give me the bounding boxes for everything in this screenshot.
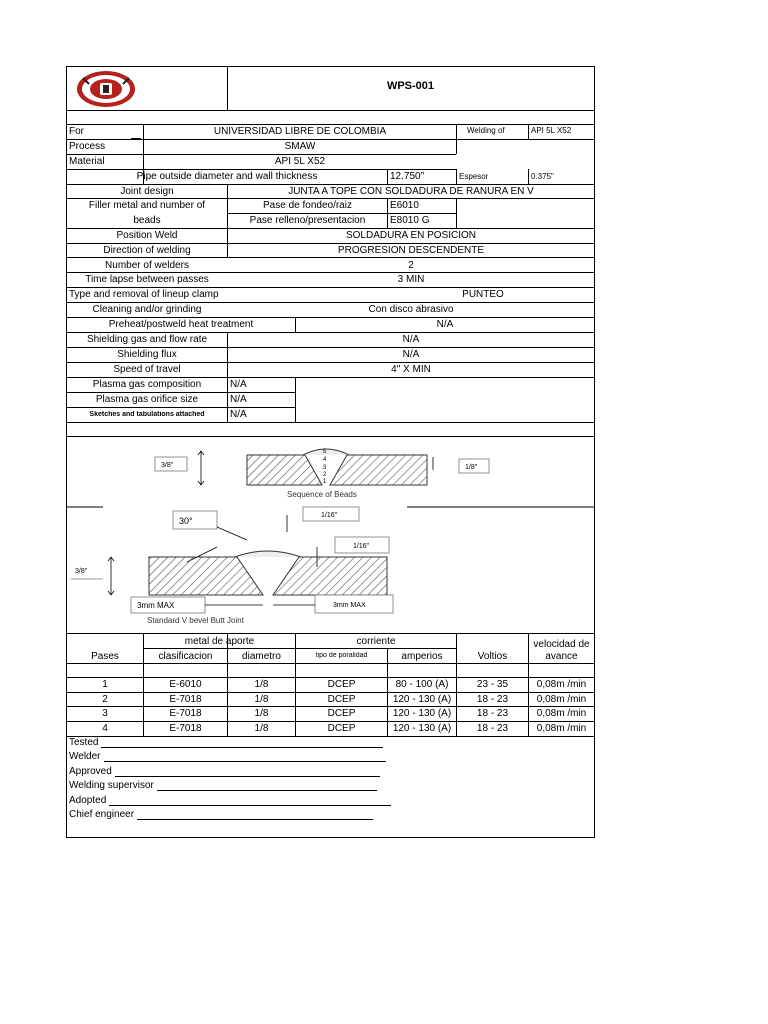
- table-cell: 1/8: [254, 723, 269, 734]
- wps-sheet: [66, 66, 595, 838]
- signature-label: Tested: [69, 737, 99, 748]
- signature-approved: [69, 766, 380, 777]
- pipe-value: 12.750": [390, 171, 425, 182]
- table-cell: E-7018: [169, 723, 202, 734]
- table-cell: 1/8: [254, 694, 269, 705]
- col-pases: Pases: [91, 651, 119, 662]
- joint-value: JUNTA A TOPE CON SOLDADURA DE RANURA EN V: [288, 186, 534, 197]
- col-diametro: diametro: [242, 651, 281, 662]
- joint-label: Joint design: [120, 186, 174, 197]
- bead-number: 4: [323, 457, 327, 463]
- relleno-label: Pase relleno/presentacion: [249, 215, 366, 226]
- signature-line: [104, 752, 386, 762]
- process-label: Process: [69, 141, 106, 152]
- direction-label: Direction of welding: [103, 245, 191, 256]
- top-left-dim: 3/8": [161, 462, 174, 469]
- col-clasificacion: clasificacion: [158, 651, 213, 662]
- bead-number: 3: [323, 465, 327, 471]
- table-cell: 1: [102, 679, 108, 690]
- signature-label: Welder: [69, 751, 101, 762]
- plate-left-top: [247, 455, 322, 485]
- table-cell: 23 - 35: [476, 679, 509, 690]
- table-cell: 18 - 23: [476, 694, 509, 705]
- signature-tested: [69, 737, 383, 748]
- signature-chief: [69, 809, 373, 820]
- signature-line: [157, 781, 377, 791]
- flux-label: Shielding flux: [117, 349, 177, 360]
- col-amperios: amperios: [401, 651, 443, 662]
- fondeo-label: Pase de fondeo/raiz: [263, 200, 352, 211]
- signature-label: Adopted: [69, 795, 107, 806]
- cleaning-value: Con disco abrasivo: [368, 304, 454, 315]
- top-right-dim: 1/8": [465, 464, 478, 471]
- table-cell: DCEP: [327, 708, 356, 719]
- table-cell: 3: [102, 708, 108, 719]
- col-group-corriente: corriente: [356, 636, 396, 647]
- bead-number: 2: [323, 472, 327, 478]
- angle-label: 30°: [179, 516, 193, 526]
- table-cell: 0,08m /min: [536, 679, 587, 690]
- table-cell: 1/8: [254, 679, 269, 690]
- preheat-value: N/A: [436, 319, 454, 330]
- speed-label: Speed of travel: [113, 364, 181, 375]
- flux-value: N/A: [402, 349, 420, 360]
- signature-supervisor: [69, 780, 377, 791]
- signature-line: [109, 796, 391, 806]
- pipe-label: Pipe outside diameter and wall thickness: [136, 171, 318, 182]
- espesor-label: Espesor: [459, 173, 489, 181]
- table-cell: 2: [102, 694, 108, 705]
- signature-adopted: [69, 795, 391, 806]
- time-value: 3 MIN: [397, 274, 425, 285]
- cleaning-label: Cleaning and/or grinding: [92, 304, 202, 315]
- signature-label: Welding supervisor: [69, 780, 154, 791]
- col-group-metal: metal de aporte: [184, 636, 255, 647]
- table-cell: 120 - 130 (A): [392, 694, 452, 705]
- signature-line: [101, 738, 383, 748]
- filler-label-1: Filler metal and number of: [88, 200, 206, 211]
- bottom-caption: Standard V bevel Butt Joint: [147, 616, 244, 625]
- table-cell: DCEP: [327, 679, 356, 690]
- table-cell: 80 - 100 (A): [395, 679, 449, 690]
- process-value: SMAW: [284, 141, 316, 152]
- filler-label-2: beads: [133, 215, 161, 226]
- material-label: Material: [69, 156, 105, 167]
- direction-value: PROGRESION DESCENDENTE: [337, 245, 485, 256]
- speed-value: 4" X MIN: [391, 364, 431, 375]
- plate-right-top: [330, 455, 427, 485]
- col-voltios: Voltios: [477, 651, 508, 662]
- table-cell: 1/8: [254, 708, 269, 719]
- table-cell: 0,08m /min: [536, 708, 587, 719]
- table-cell: 120 - 130 (A): [392, 708, 452, 719]
- gap-right: 3mm MAX: [333, 602, 366, 609]
- material-value: API 5L X52: [274, 156, 326, 167]
- clamp-label: Type and removal of lineup clamp: [69, 289, 219, 300]
- table-cell: E-6010: [169, 679, 202, 690]
- top-caption: Sequence of Beads: [287, 490, 357, 499]
- v-bevel-diagram: [71, 507, 393, 625]
- table-cell: E-7018: [169, 708, 202, 719]
- for-label: For: [69, 126, 84, 137]
- welders-label: Number of welders: [105, 260, 189, 271]
- welding-of-value: API 5L X52: [531, 127, 572, 135]
- time-label: Time lapse between passes: [85, 274, 209, 285]
- col-velocidad-2: avance: [545, 651, 578, 662]
- university-logo: [75, 70, 137, 108]
- gap-left: 3mm MAX: [137, 601, 175, 610]
- plasma-orifice-label: Plasma gas orifice size: [95, 394, 199, 405]
- table-cell: 4: [102, 723, 108, 734]
- table-cell: 0,08m /min: [536, 694, 587, 705]
- table-cell: DCEP: [327, 694, 356, 705]
- dim-a: 1/16": [321, 512, 338, 519]
- signature-label: Approved: [69, 766, 112, 777]
- plasma-orifice-value: N/A: [230, 394, 247, 405]
- espesor-value: 0.375": [531, 173, 554, 181]
- plasma-comp-value: N/A: [230, 379, 247, 390]
- table-cell: 18 - 23: [476, 708, 509, 719]
- signature-line: [115, 767, 380, 777]
- gas-value: N/A: [402, 334, 420, 345]
- col-velocidad-1: velocidad de: [533, 639, 590, 650]
- for-value: UNIVERSIDAD LIBRE DE COLOMBIA: [213, 126, 387, 137]
- sketches-label: Sketches and tabulations attached: [89, 411, 205, 418]
- position-value: SOLDADURA EN POSICION: [345, 230, 477, 241]
- relleno-value: E8010 G: [390, 215, 430, 226]
- dim-b: 1/16": [353, 543, 370, 550]
- welders-value: 2: [408, 260, 414, 271]
- table-cell: 18 - 23: [476, 723, 509, 734]
- gas-label: Shielding gas and flow rate: [86, 334, 208, 345]
- clamp-value: PUNTEO: [462, 289, 504, 300]
- bead-number: 1: [323, 479, 327, 485]
- fondeo-value: E6010: [390, 200, 419, 211]
- preheat-label: Preheat/postweld heat treatment: [108, 319, 254, 330]
- left-dim: 3/8": [75, 568, 88, 575]
- plate-right-bottom: [273, 557, 387, 595]
- bead-sequence-diagram: [155, 449, 489, 499]
- for-underline: [131, 138, 141, 139]
- welding-of-label: Welding of: [467, 127, 505, 135]
- signature-line: [137, 810, 373, 820]
- table-cell: DCEP: [327, 723, 356, 734]
- plasma-comp-label: Plasma gas composition: [92, 379, 202, 390]
- document-title: WPS-001: [386, 80, 435, 92]
- signature-label: Chief engineer: [69, 809, 135, 820]
- table-cell: E-7018: [169, 694, 202, 705]
- signature-welder: [69, 751, 386, 762]
- sketches-value: N/A: [230, 409, 247, 420]
- table-cell: 0,08m /min: [536, 723, 587, 734]
- position-label: Position Weld: [116, 230, 178, 241]
- weld-crown-bottom: [235, 551, 301, 557]
- weld-diagram: [67, 437, 594, 633]
- table-cell: 120 - 130 (A): [392, 723, 452, 734]
- col-polaridad: tipo de poralidad: [315, 652, 368, 659]
- plate-left-bottom: [149, 557, 263, 595]
- bead-number: 5: [323, 449, 327, 455]
